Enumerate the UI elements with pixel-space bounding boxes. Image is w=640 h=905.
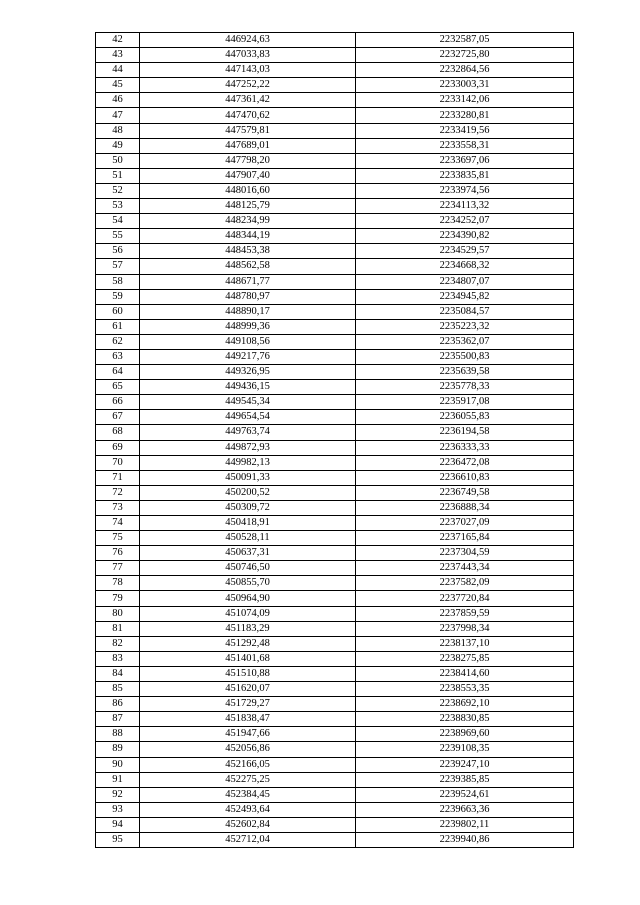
y-coordinate-cell: 2235084,57 bbox=[356, 304, 574, 319]
table-row bbox=[96, 832, 574, 847]
x-coordinate-cell: 449872,93 bbox=[140, 440, 356, 455]
y-coordinate-cell: 2238137,10 bbox=[356, 636, 574, 651]
x-coordinate-cell: 451620,07 bbox=[140, 682, 356, 697]
table-row bbox=[96, 787, 574, 802]
point-number-cell: 83 bbox=[96, 651, 140, 666]
point-number-cell: 78 bbox=[96, 576, 140, 591]
point-number-cell: 76 bbox=[96, 546, 140, 561]
table-row bbox=[96, 123, 574, 138]
y-coordinate-cell: 2236749,58 bbox=[356, 485, 574, 500]
x-coordinate-cell: 451074,09 bbox=[140, 606, 356, 621]
point-number-cell: 61 bbox=[96, 319, 140, 334]
y-coordinate-cell: 2236472,08 bbox=[356, 455, 574, 470]
table-row bbox=[96, 727, 574, 742]
table-row bbox=[96, 78, 574, 93]
y-coordinate-cell: 2233003,31 bbox=[356, 78, 574, 93]
point-number-cell: 51 bbox=[96, 168, 140, 183]
y-coordinate-cell: 2239940,86 bbox=[356, 832, 574, 847]
x-coordinate-cell: 447798,20 bbox=[140, 153, 356, 168]
table-row bbox=[96, 516, 574, 531]
point-number-cell: 49 bbox=[96, 138, 140, 153]
x-coordinate-cell: 451183,29 bbox=[140, 621, 356, 636]
x-coordinate-cell: 446924,63 bbox=[140, 33, 356, 48]
x-coordinate-cell: 450309,72 bbox=[140, 500, 356, 515]
point-number-cell: 72 bbox=[96, 485, 140, 500]
point-number-cell: 92 bbox=[96, 787, 140, 802]
point-number-cell: 89 bbox=[96, 742, 140, 757]
table-row bbox=[96, 440, 574, 455]
point-number-cell: 90 bbox=[96, 757, 140, 772]
y-coordinate-cell: 2238969,60 bbox=[356, 727, 574, 742]
table-row bbox=[96, 48, 574, 63]
table-row bbox=[96, 63, 574, 78]
point-number-cell: 93 bbox=[96, 802, 140, 817]
y-coordinate-cell: 2237859,59 bbox=[356, 606, 574, 621]
point-number-cell: 57 bbox=[96, 259, 140, 274]
x-coordinate-cell: 452493,64 bbox=[140, 802, 356, 817]
table-row bbox=[96, 802, 574, 817]
point-number-cell: 69 bbox=[96, 440, 140, 455]
y-coordinate-cell: 2233419,56 bbox=[356, 123, 574, 138]
x-coordinate-cell: 449436,15 bbox=[140, 380, 356, 395]
x-coordinate-cell: 447033,83 bbox=[140, 48, 356, 63]
table-row bbox=[96, 485, 574, 500]
y-coordinate-cell: 2235639,58 bbox=[356, 365, 574, 380]
table-row bbox=[96, 183, 574, 198]
point-number-cell: 47 bbox=[96, 108, 140, 123]
table-row bbox=[96, 93, 574, 108]
x-coordinate-cell: 450746,50 bbox=[140, 561, 356, 576]
table-row bbox=[96, 319, 574, 334]
point-number-cell: 88 bbox=[96, 727, 140, 742]
point-number-cell: 55 bbox=[96, 229, 140, 244]
point-number-cell: 87 bbox=[96, 712, 140, 727]
x-coordinate-cell: 450200,52 bbox=[140, 485, 356, 500]
point-number-cell: 74 bbox=[96, 516, 140, 531]
x-coordinate-cell: 448125,79 bbox=[140, 199, 356, 214]
x-coordinate-cell: 449217,76 bbox=[140, 349, 356, 364]
y-coordinate-cell: 2237582,09 bbox=[356, 576, 574, 591]
y-coordinate-cell: 2237998,34 bbox=[356, 621, 574, 636]
y-coordinate-cell: 2236055,83 bbox=[356, 410, 574, 425]
table-row bbox=[96, 576, 574, 591]
table-row bbox=[96, 636, 574, 651]
y-coordinate-cell: 2235917,08 bbox=[356, 395, 574, 410]
table-row bbox=[96, 395, 574, 410]
x-coordinate-cell: 451947,66 bbox=[140, 727, 356, 742]
point-number-cell: 94 bbox=[96, 817, 140, 832]
point-number-cell: 62 bbox=[96, 334, 140, 349]
point-number-cell: 80 bbox=[96, 606, 140, 621]
y-coordinate-cell: 2236333,33 bbox=[356, 440, 574, 455]
point-number-cell: 43 bbox=[96, 48, 140, 63]
y-coordinate-cell: 2232725,80 bbox=[356, 48, 574, 63]
point-number-cell: 95 bbox=[96, 832, 140, 847]
y-coordinate-cell: 2238553,35 bbox=[356, 682, 574, 697]
table-row bbox=[96, 757, 574, 772]
x-coordinate-cell: 450855,70 bbox=[140, 576, 356, 591]
point-number-cell: 50 bbox=[96, 153, 140, 168]
point-number-cell: 70 bbox=[96, 455, 140, 470]
table-row bbox=[96, 621, 574, 636]
x-coordinate-cell: 452602,84 bbox=[140, 817, 356, 832]
table-row bbox=[96, 712, 574, 727]
point-number-cell: 60 bbox=[96, 304, 140, 319]
x-coordinate-cell: 447143,03 bbox=[140, 63, 356, 78]
table-row bbox=[96, 410, 574, 425]
y-coordinate-cell: 2233974,56 bbox=[356, 183, 574, 198]
table-row bbox=[96, 244, 574, 259]
point-number-cell: 86 bbox=[96, 697, 140, 712]
y-coordinate-cell: 2234113,32 bbox=[356, 199, 574, 214]
x-coordinate-cell: 448234,99 bbox=[140, 214, 356, 229]
x-coordinate-cell: 450964,90 bbox=[140, 591, 356, 606]
x-coordinate-cell: 447252,22 bbox=[140, 78, 356, 93]
point-number-cell: 66 bbox=[96, 395, 140, 410]
y-coordinate-cell: 2236194,58 bbox=[356, 425, 574, 440]
y-coordinate-cell: 2232587,05 bbox=[356, 33, 574, 48]
x-coordinate-cell: 449654,54 bbox=[140, 410, 356, 425]
x-coordinate-cell: 452056,86 bbox=[140, 742, 356, 757]
table-row bbox=[96, 108, 574, 123]
x-coordinate-cell: 448016,60 bbox=[140, 183, 356, 198]
table-row bbox=[96, 380, 574, 395]
x-coordinate-cell: 448671,77 bbox=[140, 274, 356, 289]
x-coordinate-cell: 447470,62 bbox=[140, 108, 356, 123]
x-coordinate-cell: 450528,11 bbox=[140, 531, 356, 546]
table-row bbox=[96, 682, 574, 697]
x-coordinate-cell: 450637,31 bbox=[140, 546, 356, 561]
y-coordinate-cell: 2239247,10 bbox=[356, 757, 574, 772]
x-coordinate-cell: 449982,13 bbox=[140, 455, 356, 470]
table-row bbox=[96, 153, 574, 168]
table-row bbox=[96, 591, 574, 606]
x-coordinate-cell: 451510,88 bbox=[140, 666, 356, 681]
y-coordinate-cell: 2237443,34 bbox=[356, 561, 574, 576]
y-coordinate-cell: 2235223,32 bbox=[356, 319, 574, 334]
y-coordinate-cell: 2233280,81 bbox=[356, 108, 574, 123]
x-coordinate-cell: 449545,34 bbox=[140, 395, 356, 410]
x-coordinate-cell: 448780,97 bbox=[140, 289, 356, 304]
x-coordinate-cell: 451401,68 bbox=[140, 651, 356, 666]
y-coordinate-cell: 2235362,07 bbox=[356, 334, 574, 349]
point-number-cell: 82 bbox=[96, 636, 140, 651]
point-number-cell: 68 bbox=[96, 425, 140, 440]
y-coordinate-cell: 2238692,10 bbox=[356, 697, 574, 712]
table-row bbox=[96, 531, 574, 546]
x-coordinate-cell: 449763,74 bbox=[140, 425, 356, 440]
table-row bbox=[96, 546, 574, 561]
y-coordinate-cell: 2233142,06 bbox=[356, 93, 574, 108]
point-number-cell: 59 bbox=[96, 289, 140, 304]
table-row bbox=[96, 33, 574, 48]
x-coordinate-cell: 447689,01 bbox=[140, 138, 356, 153]
table-row bbox=[96, 817, 574, 832]
x-coordinate-cell: 448562,58 bbox=[140, 259, 356, 274]
x-coordinate-cell: 451729,27 bbox=[140, 697, 356, 712]
table-row bbox=[96, 229, 574, 244]
table-row bbox=[96, 697, 574, 712]
point-number-cell: 91 bbox=[96, 772, 140, 787]
table-row bbox=[96, 199, 574, 214]
table-row bbox=[96, 365, 574, 380]
y-coordinate-cell: 2234529,57 bbox=[356, 244, 574, 259]
x-coordinate-cell: 448890,17 bbox=[140, 304, 356, 319]
y-coordinate-cell: 2234807,07 bbox=[356, 274, 574, 289]
x-coordinate-cell: 448999,36 bbox=[140, 319, 356, 334]
y-coordinate-cell: 2237027,09 bbox=[356, 516, 574, 531]
table-row bbox=[96, 304, 574, 319]
table-row bbox=[96, 606, 574, 621]
point-number-cell: 53 bbox=[96, 199, 140, 214]
point-number-cell: 52 bbox=[96, 183, 140, 198]
point-number-cell: 45 bbox=[96, 78, 140, 93]
x-coordinate-cell: 452166,05 bbox=[140, 757, 356, 772]
y-coordinate-cell: 2236610,83 bbox=[356, 470, 574, 485]
y-coordinate-cell: 2239524,61 bbox=[356, 787, 574, 802]
point-number-cell: 79 bbox=[96, 591, 140, 606]
table-row bbox=[96, 561, 574, 576]
y-coordinate-cell: 2236888,34 bbox=[356, 500, 574, 515]
table-body bbox=[96, 33, 574, 848]
y-coordinate-cell: 2239663,36 bbox=[356, 802, 574, 817]
point-number-cell: 58 bbox=[96, 274, 140, 289]
y-coordinate-cell: 2234252,07 bbox=[356, 214, 574, 229]
y-coordinate-cell: 2237720,84 bbox=[356, 591, 574, 606]
table-row bbox=[96, 349, 574, 364]
y-coordinate-cell: 2234390,82 bbox=[356, 229, 574, 244]
point-number-cell: 71 bbox=[96, 470, 140, 485]
y-coordinate-cell: 2238414,60 bbox=[356, 666, 574, 681]
point-number-cell: 54 bbox=[96, 214, 140, 229]
table-row bbox=[96, 455, 574, 470]
table-row bbox=[96, 651, 574, 666]
y-coordinate-cell: 2237304,59 bbox=[356, 546, 574, 561]
x-coordinate-cell: 452384,45 bbox=[140, 787, 356, 802]
table-row bbox=[96, 214, 574, 229]
x-coordinate-cell: 452275,25 bbox=[140, 772, 356, 787]
y-coordinate-cell: 2233697,06 bbox=[356, 153, 574, 168]
x-coordinate-cell: 451838,47 bbox=[140, 712, 356, 727]
x-coordinate-cell: 450091,33 bbox=[140, 470, 356, 485]
x-coordinate-cell: 450418,91 bbox=[140, 516, 356, 531]
point-number-cell: 73 bbox=[96, 500, 140, 515]
table-row bbox=[96, 138, 574, 153]
table-row bbox=[96, 274, 574, 289]
table-row bbox=[96, 666, 574, 681]
point-number-cell: 64 bbox=[96, 365, 140, 380]
y-coordinate-cell: 2238830,85 bbox=[356, 712, 574, 727]
y-coordinate-cell: 2233558,31 bbox=[356, 138, 574, 153]
table-row bbox=[96, 470, 574, 485]
point-number-cell: 77 bbox=[96, 561, 140, 576]
x-coordinate-cell: 449326,95 bbox=[140, 365, 356, 380]
table-row bbox=[96, 500, 574, 515]
table-row bbox=[96, 168, 574, 183]
table-row bbox=[96, 289, 574, 304]
point-number-cell: 42 bbox=[96, 33, 140, 48]
point-number-cell: 67 bbox=[96, 410, 140, 425]
y-coordinate-cell: 2232864,56 bbox=[356, 63, 574, 78]
point-number-cell: 81 bbox=[96, 621, 140, 636]
x-coordinate-cell: 448453,38 bbox=[140, 244, 356, 259]
y-coordinate-cell: 2235778,33 bbox=[356, 380, 574, 395]
y-coordinate-cell: 2233835,81 bbox=[356, 168, 574, 183]
y-coordinate-cell: 2234945,82 bbox=[356, 289, 574, 304]
y-coordinate-cell: 2238275,85 bbox=[356, 651, 574, 666]
point-number-cell: 46 bbox=[96, 93, 140, 108]
point-number-cell: 44 bbox=[96, 63, 140, 78]
x-coordinate-cell: 447907,40 bbox=[140, 168, 356, 183]
point-number-cell: 75 bbox=[96, 531, 140, 546]
x-coordinate-cell: 447361,42 bbox=[140, 93, 356, 108]
table-row bbox=[96, 425, 574, 440]
table-row bbox=[96, 259, 574, 274]
point-number-cell: 65 bbox=[96, 380, 140, 395]
x-coordinate-cell: 452712,04 bbox=[140, 832, 356, 847]
table-row bbox=[96, 334, 574, 349]
point-number-cell: 84 bbox=[96, 666, 140, 681]
x-coordinate-cell: 449108,56 bbox=[140, 334, 356, 349]
x-coordinate-cell: 447579,81 bbox=[140, 123, 356, 138]
point-number-cell: 85 bbox=[96, 682, 140, 697]
y-coordinate-cell: 2239385,85 bbox=[356, 772, 574, 787]
y-coordinate-cell: 2234668,32 bbox=[356, 259, 574, 274]
x-coordinate-cell: 451292,48 bbox=[140, 636, 356, 651]
x-coordinate-cell: 448344,19 bbox=[140, 229, 356, 244]
point-number-cell: 48 bbox=[96, 123, 140, 138]
table-row bbox=[96, 772, 574, 787]
table-row bbox=[96, 742, 574, 757]
point-number-cell: 63 bbox=[96, 349, 140, 364]
y-coordinate-cell: 2235500,83 bbox=[356, 349, 574, 364]
point-number-cell: 56 bbox=[96, 244, 140, 259]
coordinates-table bbox=[95, 32, 574, 848]
y-coordinate-cell: 2237165,84 bbox=[356, 531, 574, 546]
y-coordinate-cell: 2239802,11 bbox=[356, 817, 574, 832]
y-coordinate-cell: 2239108,35 bbox=[356, 742, 574, 757]
